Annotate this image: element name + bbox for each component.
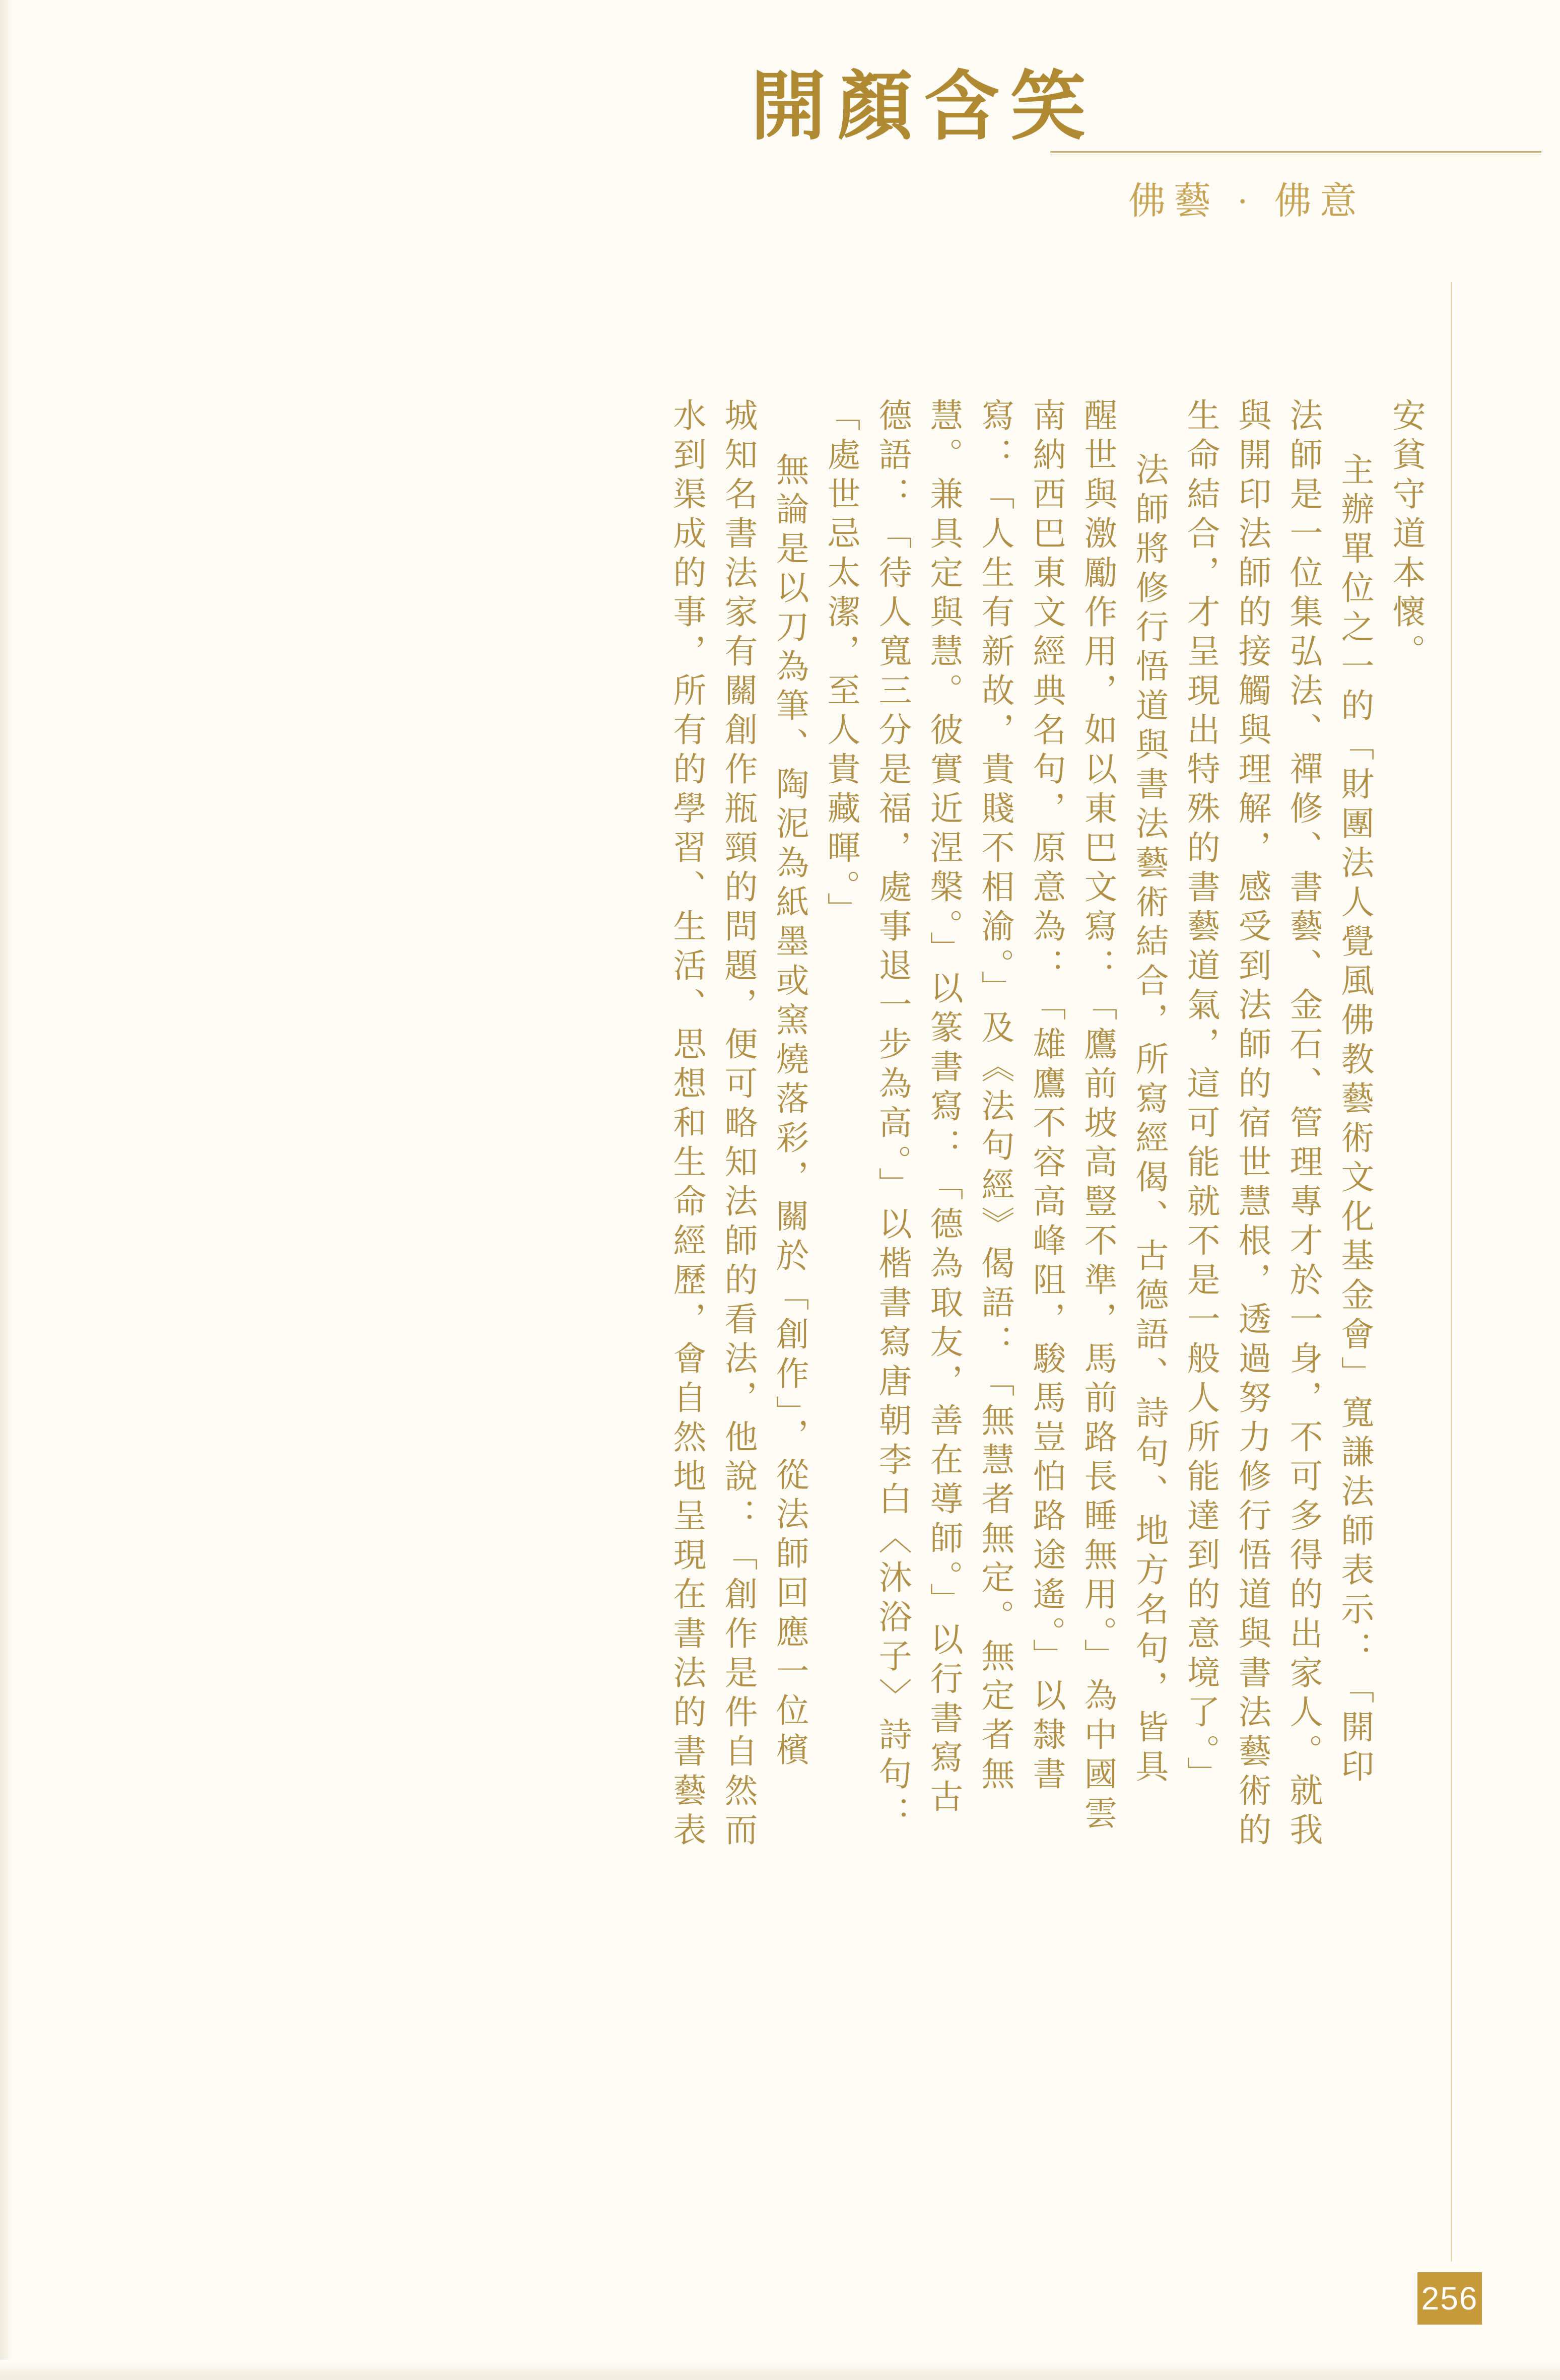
text-column: 南納西巴東文經典名句，原意為：「雄鷹不容高峰阻，駿馬豈怕路途遙。」以隸書 [1028,398,1064,1796]
paper-edge-bottom [0,2360,1560,2380]
text-column: 主辦單位之一的「財團法人覺風佛教藝術文化基金會」寬謙法師表示：「開印 [1336,452,1373,1788]
text-column: 城知名書法家有關創作瓶頸的問題，便可略知法師的看法，他說：「創作是件自然而 [719,398,756,1852]
text-column: 生命結合，才呈現出特殊的書藝道氣，這可能就不是一般人所能達到的意境了。」 [1182,398,1218,1796]
text-column: 水到渠成的事，所有的學習、生活、思想和生命經歷，會自然地呈現在書法的書藝表 [668,398,705,1852]
text-column: 寫：「人生有新故，貴賤不相渝。」及《法句經》偈語：「無慧者無定。無定者無 [976,398,1013,1796]
page-header [0,0,1560,282]
header-divider [1050,151,1541,153]
page-number-badge: 256 [1417,2272,1482,2325]
text-column: 安貧守道本懷。 [1387,398,1424,673]
paper-edge-left [0,0,13,2380]
text-column: 「處世忌太潔，至人貴藏暉。」 [822,398,859,931]
vertical-divider [1451,282,1452,2262]
text-column: 無論是以刀為筆、陶泥為紙墨或窯燒落彩，關於「創作」，從法師回應一位檳 [771,452,807,1772]
text-column: 與開印法師的接觸與理解，感受到法師的宿世慧根，透過努力修行悟道與書法藝術的 [1233,398,1270,1852]
text-column: 醒世與激勵作用，如以東巴文寫：「鷹前坡高豎不準，馬前路長睡無用。」為中國雲 [1079,398,1116,1835]
page-subtitle: 佛藝 · 佛意 [1128,181,1365,222]
text-column: 法師是一位集弘法、禪修、書藝、金石、管理專才於一身，不可多得的出家人。就我 [1284,398,1321,1852]
text-column: 法師將修行悟道與書法藝術結合，所寫經偈、古德語、詩句、地方名句，皆具 [1130,452,1167,1788]
page-title: 開顏含笑 [751,65,1098,149]
text-column: 慧。兼具定與慧。彼實近涅槃。」以篆書寫：「德為取友，善在導師。」以行書寫古 [925,398,962,1818]
text-column: 德語：「待人寬三分是福，處事退一步為高。」以楷書寫唐朝李白〈沐浴子〉詩句： [873,398,910,1835]
vertical-text-body [91,398,1431,2272]
